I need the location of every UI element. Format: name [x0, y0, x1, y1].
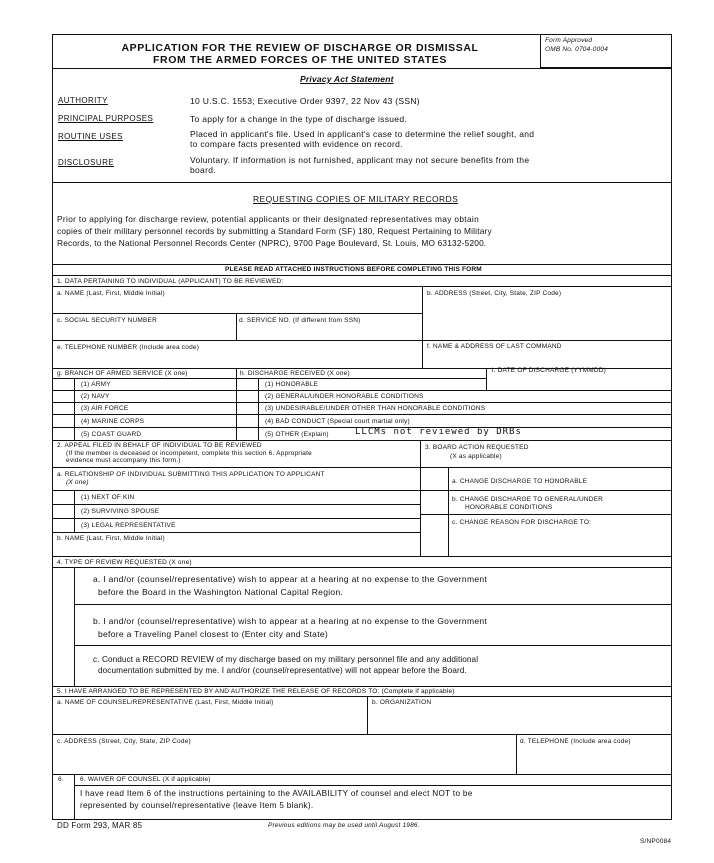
divider	[52, 567, 672, 568]
divider	[52, 696, 672, 697]
divider	[74, 774, 75, 820]
omb-number: OMB No. 0704-0004	[545, 46, 609, 53]
divider	[236, 414, 672, 415]
divider	[52, 414, 236, 415]
form-number: DD Form 293, MAR 85	[57, 821, 143, 830]
divider	[74, 378, 75, 440]
review-option-a-line2: before the Board in the Washington National Capital Region.	[98, 587, 344, 597]
discharge-option-other[interactable]: (5) OTHER (Explain)	[265, 431, 329, 438]
copies-line-3: Records, to the National Personnel Records Center (NPRC), 9700 Page Boulevard, St. Louis, MO 63132-5200.	[57, 238, 487, 248]
field-label-counsel-name: a. NAME OF COUNSEL/REPRESENTATIVE (Last, First, Middle Initial)	[57, 699, 274, 706]
section2-note-1: (If the member is deceased or incompetent, complete this section 6. Appropriate	[66, 450, 312, 457]
field-label-counsel-address: c. ADDRESS (Street, City, State, ZIP Code)	[57, 738, 191, 745]
review-option-c-line1[interactable]: c. Conduct a RECORD REVIEW of my discharge based on my military personnel file and any additional	[93, 655, 479, 664]
field-label-phone: e. TELEPHONE NUMBER (Include area code)	[57, 344, 200, 351]
privacy-heading: Privacy Act Statement	[300, 74, 394, 84]
discharge-option-honorable[interactable]: (1) HONORABLE	[265, 381, 319, 388]
appellant-name-input[interactable]	[57, 543, 419, 556]
relationship-label: a. RELATIONSHIP OF INDIVIDUAL SUBMITTING THIS APPLICATION TO APPLICANT	[57, 471, 325, 478]
waiver-text-line1[interactable]: I have read Item 6 of the instructions pertaining to the AVAILABILITY of counsel and elect NOT to be	[80, 789, 473, 798]
divider	[52, 518, 420, 519]
waiver-text-line2: represented by counsel/representative (leave Item 5 blank).	[80, 801, 314, 810]
divider	[516, 734, 517, 774]
branch-option-marine-corps[interactable]: (4) MARINE CORPS	[81, 418, 145, 425]
copies-line-2: copies of their military personnel records by submitting a Standard Form (SF) 180, Request Pertaining to Military	[57, 226, 492, 236]
board-action-change-reason[interactable]: c. CHANGE REASON FOR DISCHARGE TO:	[452, 519, 592, 526]
privacy-text-authority: 10 U.S.C. 1553; Executive Order 9397, 22 Nov 43 (SSN)	[190, 96, 420, 106]
divider	[52, 532, 420, 533]
privacy-text-disclosure-1: Voluntary. If information is not furnished, applicant may not secure benefits from the	[190, 155, 530, 165]
divider	[236, 390, 672, 391]
relationship-option-spouse[interactable]: (2) SURVIVING SPOUSE	[81, 508, 160, 515]
divider	[52, 774, 672, 775]
field-label-ssn: c. SOCIAL SECURITY NUMBER	[57, 317, 157, 324]
field-label-last-command: f. NAME & ADDRESS OF LAST COMMAND	[427, 343, 562, 350]
form-title-line1: APPLICATION FOR THE REVIEW OF DISCHARGE OR DISMISSAL	[121, 42, 479, 54]
privacy-label-routine: ROUTINE USES	[58, 132, 123, 141]
form-approved-label: Form Approved	[545, 37, 593, 44]
section4-heading: 4. TYPE OF REVIEW REQUESTED (X one)	[57, 559, 192, 566]
field-label-discharge: h. DISCHARGE RECEIVED (X one)	[240, 370, 350, 377]
copies-heading: REQUESTING COPIES OF MILITARY RECORDS	[253, 194, 459, 204]
divider	[258, 378, 259, 440]
divider	[422, 340, 423, 368]
divider	[486, 368, 487, 390]
field-label-organization: b. ORGANIZATION	[372, 699, 432, 706]
privacy-label-authority: AUTHORITY	[58, 96, 108, 105]
board-action-general-2: HONORABLE CONDITIONS	[465, 504, 553, 511]
divider	[420, 514, 672, 515]
privacy-text-routine-1: Placed in applicant's file. Used in applicant's case to determine the relief sought, and	[190, 129, 535, 139]
divider	[52, 182, 672, 183]
board-action-honorable[interactable]: a. CHANGE DISCHARGE TO HONORABLE	[452, 478, 588, 485]
relationship-option-next-of-kin[interactable]: (1) NEXT OF KIN	[81, 494, 135, 501]
section3-heading: 3. BOARD ACTION REQUESTED	[425, 444, 529, 451]
divider	[420, 467, 672, 468]
privacy-text-routine-2: to compare facts presented with evidence on record.	[190, 139, 403, 149]
service-number-input[interactable]	[240, 326, 422, 340]
review-option-b-line2: before a Traveling Panel closest to (Enter city and State)	[98, 629, 329, 639]
divider	[52, 340, 672, 341]
divider	[74, 604, 672, 605]
divider	[52, 467, 420, 468]
applicant-name-input[interactable]	[57, 299, 421, 313]
review-option-a-line1[interactable]: a. I and/or (counsel/representative) wish to appear at a hearing at no expense to the Government	[93, 574, 488, 584]
review-option-c-line2: documentation submitted by me. I and/or (counsel/representative) will not appear before the Board.	[98, 666, 467, 675]
divider	[52, 427, 236, 428]
divider	[74, 567, 75, 686]
field-label-counsel-phone: d. TELEPHONE (Include area code)	[520, 738, 631, 745]
discharge-option-undesirable[interactable]: (3) UNDESIRABLE/UNDER OTHER THAN HONORABLE CONDITIONS	[265, 405, 486, 412]
review-option-b-line1[interactable]: b. I and/or (counsel/representative) wish to appear at a hearing at no expense to the Government	[93, 616, 488, 626]
section6-heading: 6. WAIVER OF COUNSEL (X if applicable)	[80, 776, 211, 783]
section5-heading: 5. I HAVE ARRANGED TO BE REPRESENTED BY AND AUTHORIZE THE RELEASE OF RECORDS TO: (Complete if applicable)	[57, 688, 455, 695]
counsel-address-input[interactable]	[57, 748, 516, 772]
divider	[52, 68, 672, 69]
privacy-label-purposes: PRINCIPAL PURPOSES	[58, 114, 154, 123]
field-label-service-no: d. SERVICE NO. (If different from SSN)	[239, 317, 361, 324]
divider	[74, 645, 672, 646]
field-label-discharge-date: i. DATE OF DISCHARGE (YYMMDD)	[492, 367, 607, 374]
ssn-input[interactable]	[57, 326, 236, 340]
copies-line-1: Prior to applying for discharge review, potential applicants or their designated representatives may obtain	[57, 214, 480, 224]
branch-option-army[interactable]: (1) ARMY	[81, 381, 111, 388]
divider	[52, 734, 672, 735]
divider	[52, 264, 672, 265]
branch-option-navy[interactable]: (2) NAVY	[81, 393, 110, 400]
relationship-x-note: (X one)	[66, 479, 89, 486]
section2-note-2: evidence must accompany this form.)	[66, 457, 181, 464]
divider	[420, 440, 421, 556]
divider	[52, 686, 672, 687]
organization-input[interactable]	[372, 709, 671, 733]
divider	[52, 390, 236, 391]
change-reason-input[interactable]	[452, 530, 670, 554]
divider	[52, 490, 420, 491]
phone-input[interactable]	[57, 353, 421, 367]
privacy-text-disclosure-2: board.	[190, 165, 216, 175]
previous-editions-note: Previous editions may be used until August 1986.	[268, 822, 420, 829]
counsel-phone-input[interactable]	[520, 748, 671, 772]
divider	[52, 378, 236, 379]
divider	[420, 490, 672, 491]
relationship-option-legal-rep[interactable]: (3) LEGAL REPRESENTATIVE	[81, 522, 176, 529]
divider	[74, 490, 75, 532]
divider	[52, 556, 672, 557]
field-label-branch: g. BRANCH OF ARMED SERVICE (X one)	[57, 370, 188, 377]
handwritten-other-explanation: LLCMs not reviewed by DRBs	[355, 427, 522, 437]
divider	[52, 313, 422, 314]
section2-heading: 2. APPEAL FILED IN BEHALF OF INDIVIDUAL TO BE REVIEWED	[57, 442, 262, 449]
divider	[52, 440, 672, 441]
section6-label: 6.	[58, 776, 64, 783]
discharge-option-general[interactable]: (2) GENERAL/UNDER HONORABLE CONDITIONS	[265, 393, 424, 400]
instructions-banner: PLEASE READ ATTACHED INSTRUCTIONS BEFORE COMPLETING THIS FORM	[225, 266, 482, 273]
branch-option-air-force[interactable]: (3) AIR FORCE	[81, 405, 129, 412]
divider	[52, 402, 236, 403]
privacy-text-purposes: To apply for a change in the type of discharge issued.	[190, 114, 408, 124]
applicant-address-input[interactable]	[427, 299, 671, 339]
divider	[367, 696, 368, 734]
form-title-line2: FROM THE ARMED FORCES OF THE UNITED STATES	[153, 54, 447, 66]
field-label-address: b. ADDRESS (Street, City, State, ZIP Code)	[427, 290, 562, 297]
form-code: S/NP0084	[640, 838, 672, 845]
divider	[52, 504, 420, 505]
board-action-general-1[interactable]: b. CHANGE DISCHARGE TO GENERAL/UNDER	[452, 496, 604, 503]
divider	[236, 313, 237, 340]
divider	[52, 275, 672, 276]
divider	[74, 785, 672, 786]
privacy-label-disclosure: DISCLOSURE	[58, 158, 115, 167]
field-label-name: a. NAME (Last, First, Middle Initial)	[57, 290, 165, 297]
section3-x-note: (X as applicable)	[450, 453, 502, 460]
field-label-appellant-name: b. NAME (Last, First, Middle Initial)	[57, 535, 165, 542]
divider	[236, 378, 486, 379]
section1-heading: 1. DATA PERTAINING TO INDIVIDUAL (APPLICANT) TO BE REVIEWED:	[57, 278, 284, 285]
discharge-option-bad-conduct[interactable]: (4) BAD CONDUCT (Special court martial only)	[265, 418, 410, 425]
branch-option-coast-guard[interactable]: (5) COAST GUARD	[81, 431, 142, 438]
counsel-name-input[interactable]	[57, 709, 366, 733]
divider	[448, 467, 449, 556]
divider	[422, 286, 423, 340]
divider	[236, 402, 672, 403]
divider	[52, 286, 672, 287]
